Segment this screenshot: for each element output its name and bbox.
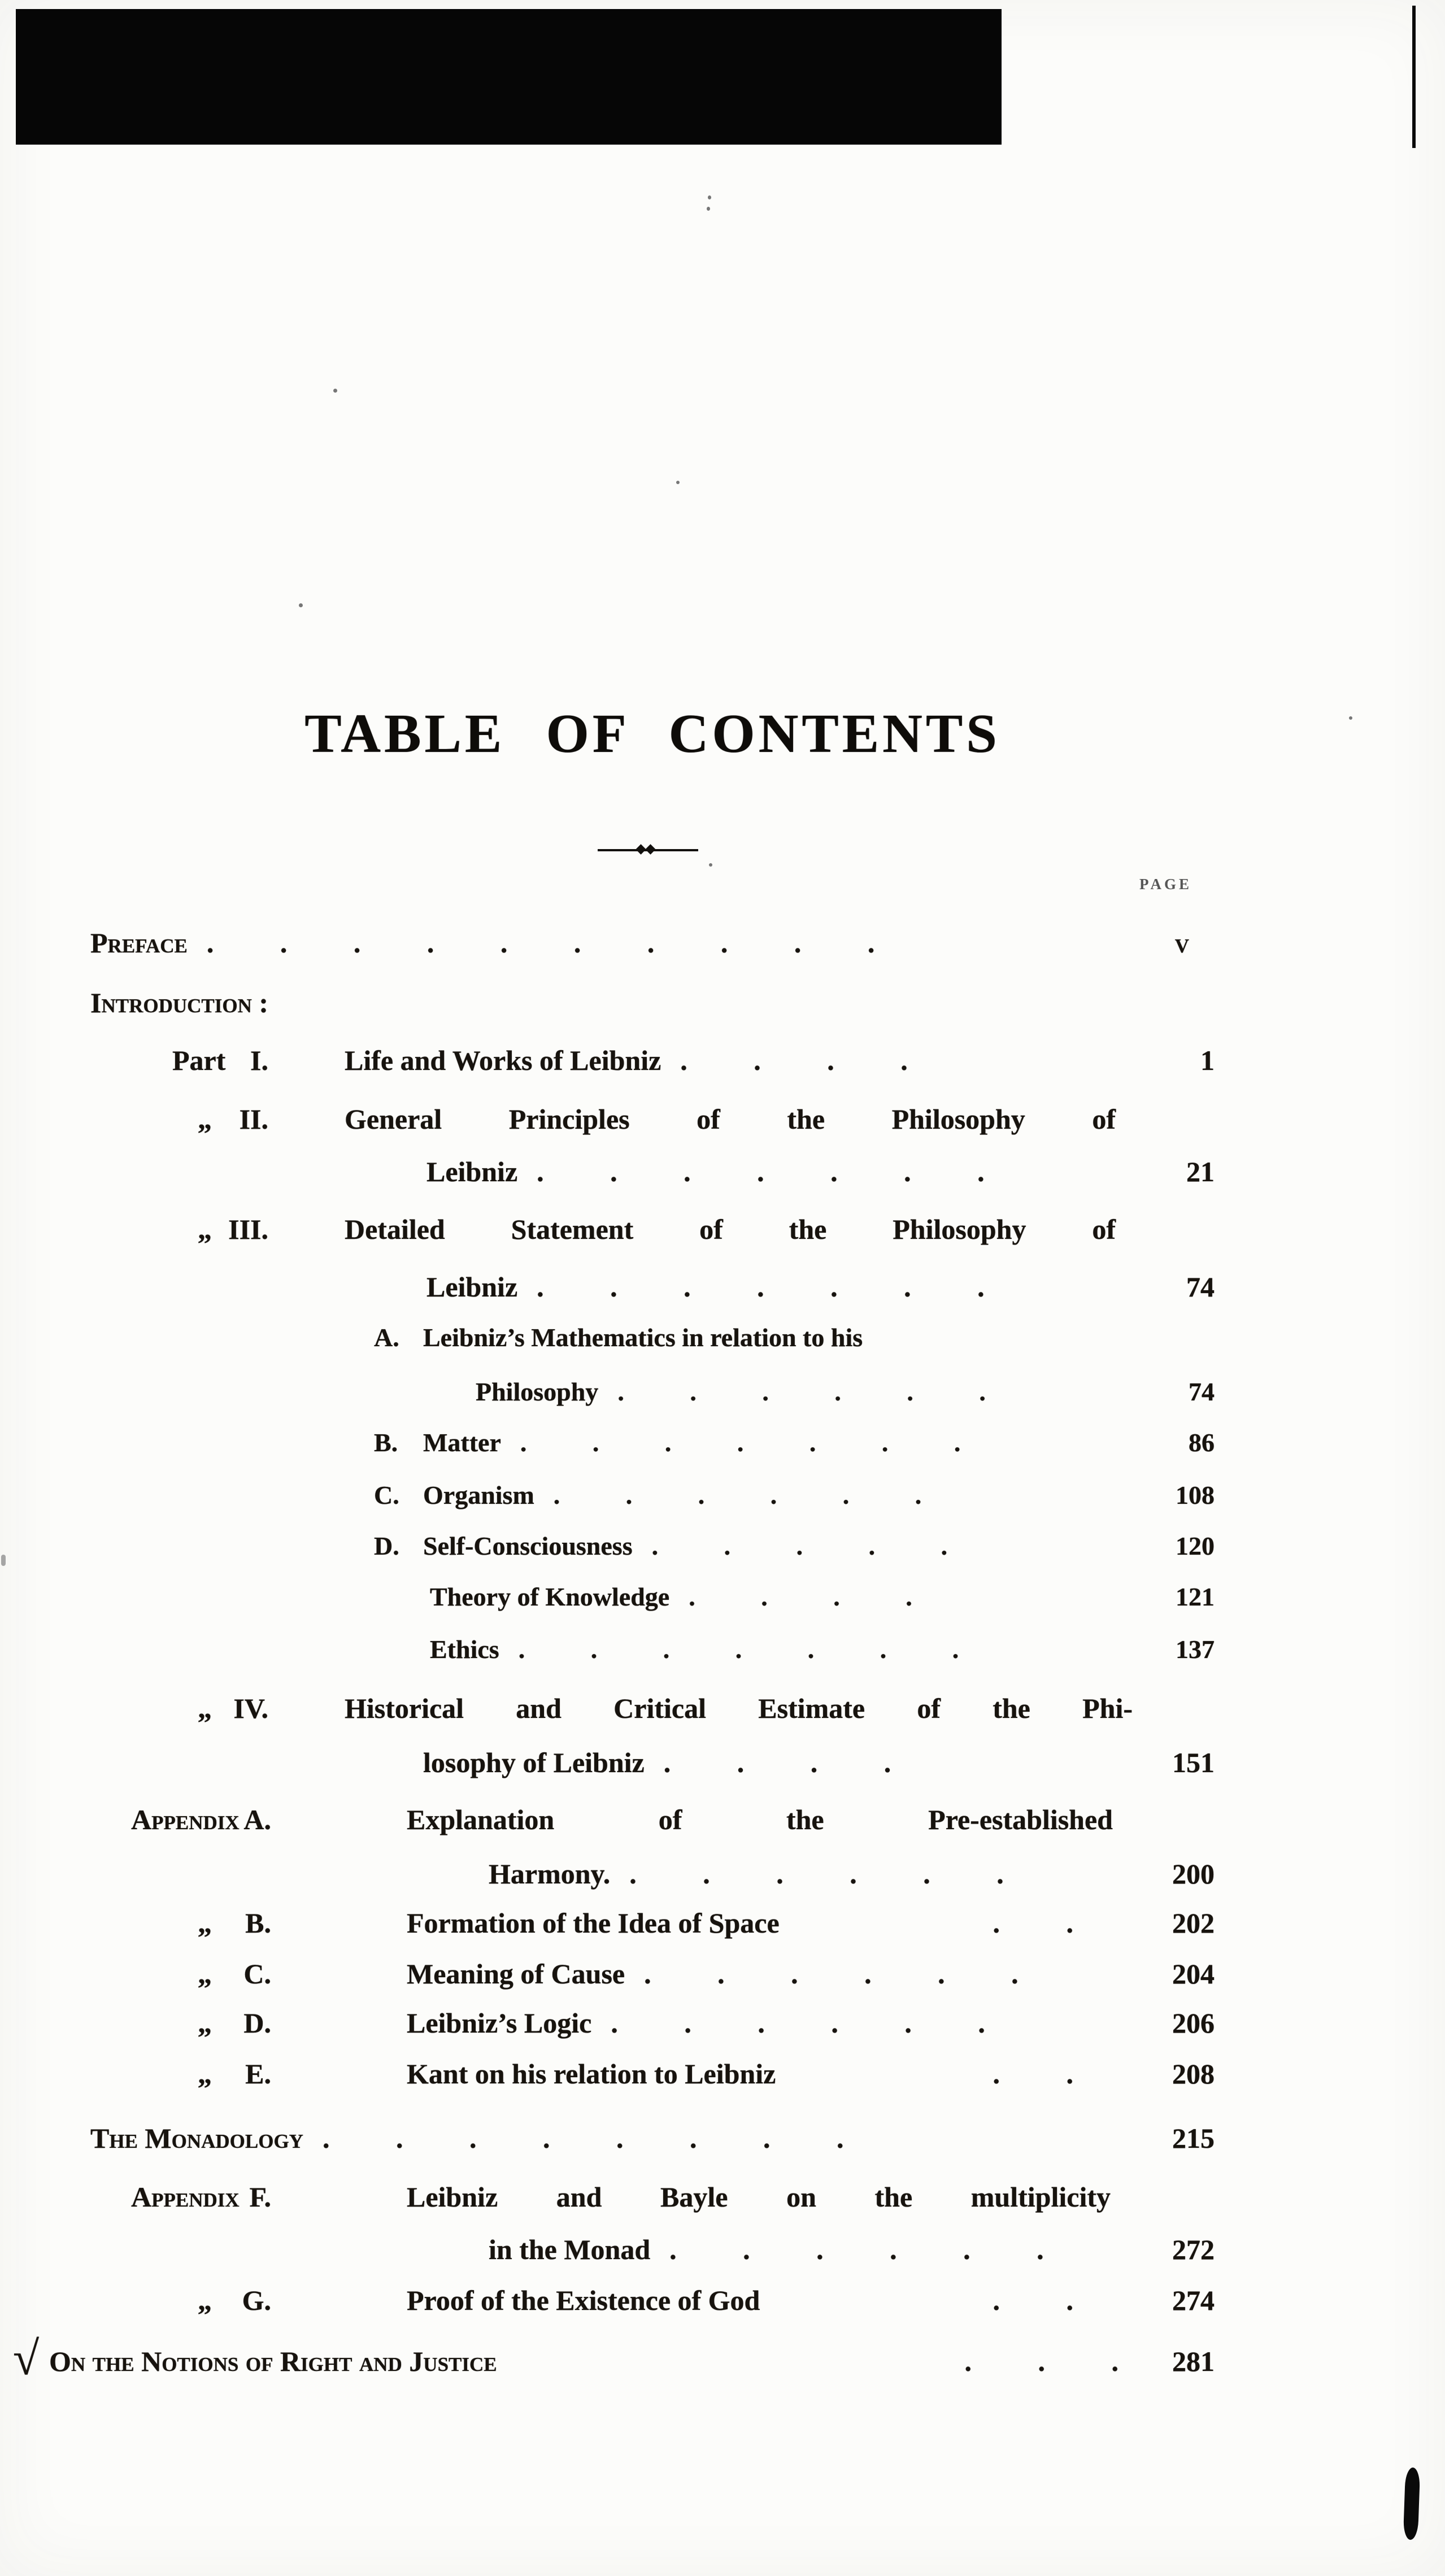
toc-appendix-label: Appendix [131, 2181, 240, 2213]
page-title: TABLE OF CONTENTS [304, 703, 1000, 764]
toc-page-number: 215 [1172, 2122, 1215, 2154]
toc-entry-text: Explanation of the Pre-established [407, 1804, 1113, 1835]
ditto-mark: „ [198, 2007, 212, 2039]
toc-page-number: 200 [1172, 1858, 1215, 1890]
toc-sub-letter: D. [374, 1531, 399, 1560]
toc-dot-leader: . . . . . . [553, 1481, 922, 1509]
toc-page-number: 108 [1176, 1481, 1215, 1509]
toc-row-appendix-a-cont [90, 1858, 1215, 1891]
toc-entry-text: Leibniz [426, 1156, 518, 1187]
ditto-mark: „ [198, 1958, 212, 1990]
toc-entry-text: Meaning of Cause [407, 1958, 625, 1990]
toc-dot-leader: . . . . . [651, 1531, 948, 1560]
toc-row-appendix-b [90, 1907, 1215, 1940]
scan-speck [707, 207, 710, 211]
toc-sub-letter: C. [374, 1481, 399, 1509]
toc-appendix-letter: F. [249, 2181, 271, 2213]
toc-entry-text: Kant on his relation to Leibniz [407, 2058, 776, 2090]
toc-page-number: 208 [1172, 2058, 1215, 2090]
toc-dot-leader: . . . . . . [617, 1377, 986, 1406]
toc-entry-text: in the Monad [489, 2234, 651, 2265]
toc-dot-leader: . . . . . . . . [322, 2122, 844, 2154]
toc-appendix-label: Appendix [131, 1804, 240, 1835]
toc-appendix-letter: G. [242, 2285, 271, 2316]
toc-page-number: 74 [1186, 1271, 1215, 1303]
toc-page-number: 274 [1172, 2285, 1215, 2316]
toc-dot-leader: . . . . . . . . . . [206, 927, 875, 959]
toc-page-number: 74 [1189, 1377, 1215, 1406]
toc-row-appendix-d [90, 2007, 1215, 2040]
toc-dot-leader: . . . . . . [611, 2007, 985, 2039]
toc-dot-leader: . . [993, 1907, 1073, 1939]
toc-entry-text: Self-Consciousness [423, 1531, 633, 1560]
toc-dot-leader: . . . . . . . [518, 1635, 959, 1664]
toc-entry-text: On the Notions of Right and Justice [49, 2346, 497, 2377]
toc-appendix-letter: A. [243, 1804, 271, 1835]
toc-page-number: 202 [1172, 1907, 1215, 1939]
ditto-mark: „ [198, 1907, 212, 1939]
toc-page-number: 151 [1172, 1747, 1215, 1778]
toc-dot-leader: . . . . . . . [537, 1271, 985, 1303]
toc-entry-text: Detailed Statement of the Philosophy of [345, 1213, 1116, 1245]
scan-speck [1, 1555, 6, 1566]
ornament-rule [598, 843, 698, 858]
toc-dot-leader: . . . . . . . [537, 1156, 985, 1187]
toc-row-part-4-cont [90, 1747, 1215, 1779]
toc-row-part-2 [90, 1103, 1215, 1136]
toc-entry-text: Introduction : [90, 987, 269, 1019]
toc-page-number: 281 [1172, 2346, 1215, 2377]
toc-row-sub-a-cont [90, 1377, 1215, 1407]
toc-part-numeral: IV. [233, 1692, 268, 1724]
diamond-icon [636, 844, 646, 854]
toc-entry-text: Matter [423, 1428, 501, 1457]
toc-page-number: 121 [1176, 1582, 1215, 1611]
toc-page-number: 206 [1172, 2007, 1215, 2039]
scan-black-bar [16, 9, 1002, 145]
toc-appendix-letter: D. [243, 2007, 271, 2039]
toc-row-sub-b [90, 1428, 1215, 1458]
toc-dot-leader: . . . [964, 2346, 1118, 2377]
toc-appendix-letter: E. [245, 2058, 271, 2090]
toc-row-right-and-justice [13, 2333, 1215, 2385]
checkmark-icon: √ [13, 2333, 40, 2385]
toc-row-preface [90, 927, 1215, 960]
toc-row-sub-c [90, 1481, 1215, 1511]
toc-row-part-2-cont [90, 1156, 1215, 1189]
toc-appendix-letter: C. [243, 1958, 271, 1990]
toc-page-number: v [1174, 927, 1189, 959]
toc-row-appendix-e [90, 2058, 1215, 2091]
toc-dot-leader: . . [993, 2285, 1073, 2316]
ditto-mark: „ [198, 2285, 212, 2316]
toc-entry-text: Leibniz [426, 1271, 518, 1303]
scan-speck [1349, 716, 1352, 720]
page-edge-line [1412, 6, 1416, 148]
scan-speck [333, 389, 337, 393]
toc-row-appendix-c [90, 1958, 1215, 1991]
ditto-mark: „ [198, 2058, 212, 2090]
toc-dot-leader: . . . . [689, 1582, 912, 1611]
diamond-icon [645, 844, 655, 854]
scan-speck [708, 195, 711, 199]
toc-entry-text: Formation of the Idea of Space [407, 1907, 780, 1939]
toc-dot-leader: . . [993, 2058, 1073, 2090]
scan-speck [676, 481, 680, 484]
toc-entry-text: Leibniz’s Logic [407, 2007, 592, 2039]
toc-dot-leader: . . . . . . . [520, 1428, 961, 1457]
toc-entry-text: Leibniz’s Mathematics in relation to his [423, 1323, 863, 1352]
toc-entry-text: The Monadology [90, 2122, 303, 2154]
toc-entry-text: Proof of the Existence of God [407, 2285, 760, 2316]
toc-row-ethics [90, 1635, 1215, 1665]
toc-row-part-4 [90, 1692, 1215, 1725]
toc-entry-text: Philosophy [476, 1377, 599, 1406]
toc-page-number: 120 [1176, 1531, 1215, 1560]
toc-page-number: 1 [1200, 1045, 1215, 1076]
toc-row-monadology [90, 2122, 1215, 2155]
toc-sub-letter: B. [374, 1428, 398, 1457]
toc-entry-text: Leibniz and Bayle on the multiplicity [407, 2181, 1111, 2213]
toc-row-sub-a [90, 1323, 1215, 1353]
toc-page-number: 272 [1172, 2234, 1215, 2265]
ditto-mark: „ [198, 1692, 212, 1724]
toc-row-appendix-a [90, 1804, 1215, 1837]
toc-entry-text: Theory of Knowledge [430, 1582, 670, 1611]
toc-dot-leader: . . . . . . [669, 2234, 1044, 2265]
toc-entry-text: losophy of Leibniz [423, 1747, 645, 1778]
toc-appendix-letter: B. [245, 1907, 271, 1939]
toc-entry-text: Harmony. [489, 1858, 611, 1890]
toc-part-numeral: III. [228, 1213, 268, 1245]
toc-row-sub-d [90, 1531, 1215, 1561]
toc-page-number: 21 [1186, 1156, 1215, 1187]
toc-entry-text: General Principles of the Philosophy of [345, 1103, 1116, 1135]
toc-dot-leader: . . . . [680, 1045, 908, 1076]
ornament-divider [90, 843, 1215, 858]
toc-page-number: 204 [1172, 1958, 1215, 1990]
toc-row-part-3-cont [90, 1271, 1215, 1304]
toc-entry-text: Life and Works of Leibniz [345, 1045, 661, 1076]
toc-dot-leader: . . . . . . [629, 1858, 1004, 1890]
toc-entry-text: Preface [90, 927, 188, 959]
toc-sub-letter: A. [374, 1323, 399, 1352]
scan-speck [709, 863, 712, 867]
toc-page-number: 137 [1176, 1635, 1215, 1664]
toc-entry-text: Ethics [430, 1635, 499, 1664]
toc-row-theory-of-knowledge [90, 1582, 1215, 1612]
toc-row-part-3 [90, 1213, 1215, 1246]
toc-entry-text: Historical and Critical Estimate of the Phi- [345, 1692, 1133, 1724]
toc-row-part-1 [90, 1045, 1215, 1077]
toc-dot-leader: . . . . [663, 1747, 891, 1778]
toc-row-appendix-f-cont [90, 2234, 1215, 2266]
page-column-label: PAGE [1139, 876, 1192, 893]
toc-entry-text: Organism [423, 1481, 534, 1509]
toc-part-numeral: II. [239, 1103, 268, 1135]
toc-row-introduction [90, 987, 1215, 1020]
toc-dot-leader: . . . . . . [644, 1958, 1019, 1990]
ditto-mark: „ [198, 1213, 212, 1245]
ditto-mark: „ [198, 1103, 212, 1135]
toc-row-appendix-f [90, 2181, 1215, 2214]
ink-mark [1403, 2468, 1420, 2540]
toc-page-number: 86 [1189, 1428, 1215, 1457]
scan-speck [299, 603, 303, 607]
toc-row-appendix-g [90, 2285, 1215, 2317]
toc-part-numeral: I. [250, 1045, 268, 1076]
toc-part-label: Part [172, 1045, 226, 1076]
